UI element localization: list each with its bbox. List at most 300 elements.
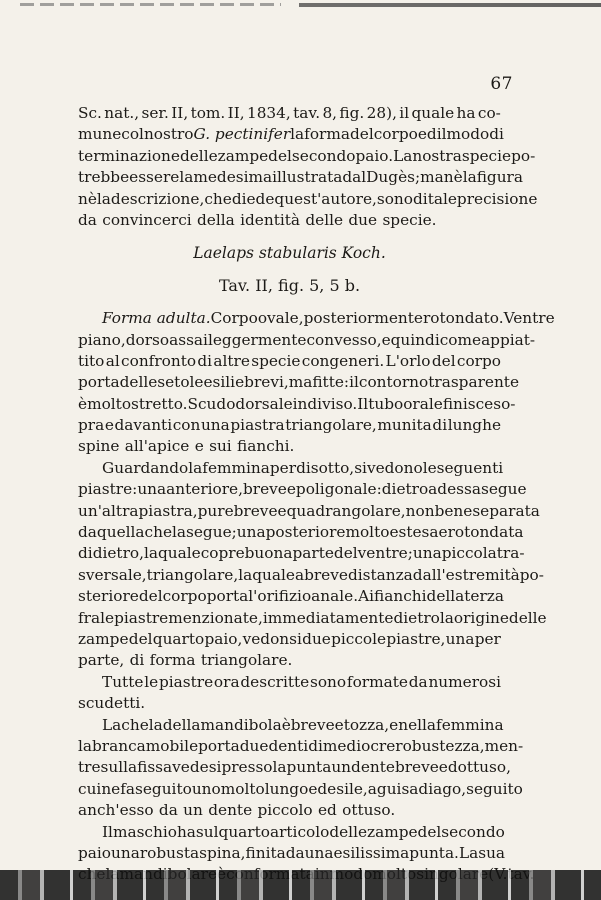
word: zampe bbox=[367, 822, 418, 841]
word: breve bbox=[304, 565, 348, 584]
word: le bbox=[144, 672, 159, 691]
word: anale. bbox=[311, 587, 359, 606]
text-line bbox=[78, 210, 501, 231]
word: ha bbox=[176, 822, 196, 841]
word: le bbox=[422, 458, 437, 477]
word: due bbox=[239, 736, 269, 755]
word: quindi bbox=[390, 330, 440, 349]
word: dorso bbox=[125, 330, 170, 349]
word: e bbox=[389, 715, 399, 734]
word: e bbox=[277, 501, 287, 520]
word: mobile bbox=[145, 736, 199, 755]
word: il bbox=[349, 373, 359, 392]
word: triangolare, bbox=[285, 416, 377, 435]
text-line bbox=[78, 167, 523, 188]
top-scan-edge bbox=[20, 3, 601, 7]
word: l'orifizio bbox=[248, 587, 312, 606]
text-line bbox=[78, 586, 504, 607]
word: spina, bbox=[199, 843, 246, 862]
word: bene bbox=[434, 501, 473, 520]
word: si bbox=[354, 458, 367, 477]
word: un'altra bbox=[78, 501, 139, 520]
word: II, bbox=[171, 104, 189, 122]
word: paio, bbox=[204, 629, 243, 648]
text-line bbox=[78, 351, 501, 372]
word: po- bbox=[519, 565, 544, 584]
word: Guardando bbox=[102, 458, 189, 477]
word: Dugès bbox=[366, 168, 415, 187]
bottom-scan-edge bbox=[0, 870, 601, 900]
word: piastra bbox=[230, 416, 285, 435]
word: altre bbox=[213, 351, 250, 370]
word: per bbox=[474, 629, 501, 648]
word: ; bbox=[414, 168, 421, 187]
word: la bbox=[188, 458, 203, 477]
word: essere bbox=[129, 168, 180, 187]
word: menzionate, bbox=[168, 608, 263, 627]
word: estesa bbox=[389, 523, 439, 542]
text-line bbox=[78, 415, 501, 436]
word: dietro bbox=[381, 480, 429, 499]
word: femmina bbox=[202, 458, 270, 477]
word: di bbox=[129, 651, 145, 670]
word: col bbox=[121, 125, 144, 144]
word: due bbox=[302, 629, 331, 648]
plate-reference bbox=[78, 275, 501, 296]
word: tav. bbox=[293, 104, 321, 122]
text-line bbox=[78, 629, 501, 650]
word: un bbox=[331, 758, 352, 777]
word: men- bbox=[484, 736, 524, 755]
text-line bbox=[78, 843, 506, 864]
word: delle bbox=[329, 822, 368, 841]
word: vedonsi bbox=[242, 629, 302, 648]
word: la bbox=[96, 189, 111, 208]
word: Il bbox=[102, 822, 113, 841]
word: tozza, bbox=[343, 715, 390, 734]
word: che bbox=[144, 523, 173, 542]
species-heading-text: Laelaps stabularis Koch. bbox=[193, 244, 386, 263]
word: mediocre bbox=[322, 736, 396, 755]
word: a bbox=[294, 565, 305, 584]
word: femmina bbox=[436, 715, 504, 734]
word: una bbox=[445, 629, 475, 648]
word: separata bbox=[472, 501, 540, 520]
word: tito bbox=[78, 351, 105, 370]
word: distanza bbox=[347, 565, 413, 584]
word: a bbox=[367, 779, 377, 798]
word: piastre: bbox=[78, 480, 138, 499]
word: e bbox=[286, 480, 296, 499]
word: del bbox=[128, 629, 153, 648]
word: sono bbox=[376, 189, 413, 208]
word: sui bbox=[209, 437, 232, 456]
word: chela bbox=[121, 715, 163, 734]
text-line bbox=[78, 650, 501, 671]
word: presso bbox=[221, 758, 273, 777]
word: e bbox=[438, 523, 448, 542]
word: e bbox=[334, 715, 344, 734]
word: fa bbox=[120, 779, 136, 798]
word: piccola bbox=[441, 544, 497, 563]
word: II, bbox=[227, 104, 245, 122]
word: il bbox=[399, 104, 410, 122]
word: e bbox=[194, 437, 204, 456]
text-line bbox=[78, 543, 525, 564]
word: descritte bbox=[240, 672, 310, 691]
word: precisione bbox=[456, 189, 538, 208]
text-line bbox=[78, 479, 527, 500]
word: immediatamente bbox=[262, 608, 394, 627]
word: da bbox=[285, 843, 305, 862]
word: quale bbox=[252, 565, 295, 584]
word: specie bbox=[251, 351, 301, 370]
word: quarto bbox=[218, 822, 270, 841]
text-line bbox=[78, 436, 501, 457]
word: un bbox=[183, 801, 203, 820]
word: del bbox=[431, 351, 456, 370]
word: ago, bbox=[433, 779, 467, 798]
word: Scudo bbox=[187, 394, 236, 413]
word: ser. bbox=[141, 104, 169, 122]
word: una bbox=[111, 843, 140, 862]
word: la bbox=[172, 523, 187, 542]
species-heading bbox=[78, 243, 501, 264]
text-line bbox=[78, 501, 540, 522]
word: illustrata bbox=[272, 168, 343, 187]
word: il bbox=[436, 125, 447, 144]
word: 8, bbox=[322, 104, 338, 122]
word: ed bbox=[417, 125, 437, 144]
word: origine bbox=[453, 608, 509, 627]
word: fianchi bbox=[374, 587, 427, 606]
word: specie bbox=[461, 146, 512, 165]
word: breve bbox=[242, 480, 287, 499]
word: rotondato. bbox=[422, 309, 504, 328]
text-line bbox=[78, 608, 547, 629]
word: parte, bbox=[78, 651, 125, 670]
word: sulla bbox=[100, 758, 138, 777]
word: ventre; bbox=[357, 544, 413, 563]
word: ed bbox=[308, 779, 328, 798]
word: ad bbox=[428, 480, 448, 499]
word: molto bbox=[220, 779, 265, 798]
word: dietro bbox=[393, 608, 440, 627]
word: congeneri. bbox=[301, 351, 385, 370]
word: con bbox=[172, 416, 201, 435]
word: Forma adulta. bbox=[102, 309, 211, 328]
word: piastre, bbox=[386, 629, 446, 648]
word: di bbox=[308, 736, 323, 755]
text-line bbox=[78, 757, 511, 778]
word: per bbox=[269, 458, 297, 477]
word: Corpo bbox=[210, 309, 258, 328]
word: anteriore, bbox=[166, 480, 243, 499]
word: specie. bbox=[382, 210, 437, 229]
word: identità bbox=[240, 210, 301, 229]
word: molto bbox=[87, 394, 132, 413]
word: esili bbox=[203, 373, 236, 392]
text-line bbox=[78, 394, 516, 415]
word: posteriore bbox=[265, 523, 346, 542]
word: da bbox=[408, 672, 428, 691]
word: da bbox=[78, 210, 97, 229]
word: da bbox=[158, 801, 178, 820]
text-line bbox=[78, 779, 523, 800]
word: assai bbox=[169, 330, 208, 349]
word: la bbox=[143, 544, 158, 563]
word: quarto bbox=[152, 629, 205, 648]
word: la bbox=[290, 125, 305, 144]
word: tubo bbox=[368, 394, 404, 413]
word: L'orlo bbox=[385, 351, 431, 370]
word: sul bbox=[195, 822, 219, 841]
word: formate bbox=[346, 672, 408, 691]
word: la bbox=[238, 565, 253, 584]
word: esile, bbox=[327, 779, 368, 798]
word: disotto, bbox=[296, 458, 355, 477]
text-line bbox=[78, 800, 501, 821]
text-line bbox=[78, 693, 501, 714]
word: La bbox=[458, 843, 479, 862]
word: dente bbox=[208, 801, 253, 820]
word: Tutte bbox=[102, 672, 144, 691]
word: corpo bbox=[162, 587, 207, 606]
word: piastra, bbox=[138, 501, 198, 520]
word: brevi, bbox=[244, 373, 289, 392]
word: del bbox=[268, 146, 292, 165]
word: la bbox=[272, 758, 287, 777]
word: una bbox=[412, 544, 442, 563]
word: paio. bbox=[355, 146, 394, 165]
word: zampe bbox=[217, 146, 269, 165]
word: fig. bbox=[339, 104, 365, 122]
word: steriore bbox=[78, 587, 139, 606]
word: ha bbox=[456, 104, 476, 122]
word: dall'estremità bbox=[412, 565, 520, 584]
word: una bbox=[304, 843, 334, 862]
word: non bbox=[405, 501, 435, 520]
word: di bbox=[432, 416, 448, 435]
word: nat., bbox=[104, 104, 140, 122]
word: nè bbox=[443, 168, 463, 187]
word: scudetti. bbox=[78, 694, 146, 713]
word: contorno bbox=[358, 373, 429, 392]
word: come bbox=[439, 330, 482, 349]
word: finita bbox=[245, 843, 286, 862]
word: piccolo bbox=[257, 801, 313, 820]
word: e bbox=[104, 416, 114, 435]
word: del bbox=[333, 544, 358, 563]
page-number: 67 bbox=[490, 74, 513, 94]
word: la bbox=[462, 168, 477, 187]
word: secondo bbox=[441, 822, 505, 841]
intro-paragraph bbox=[78, 103, 538, 231]
word: po- bbox=[511, 146, 536, 165]
text-line bbox=[78, 189, 538, 210]
word: una bbox=[236, 523, 266, 542]
word: ne bbox=[101, 779, 121, 798]
word: pra bbox=[78, 416, 105, 435]
word: due bbox=[348, 210, 378, 229]
word: buona bbox=[244, 544, 293, 563]
word: ed bbox=[438, 758, 458, 777]
word: denti bbox=[268, 736, 309, 755]
word: modo bbox=[446, 125, 490, 144]
word: al bbox=[105, 351, 120, 370]
word: dente bbox=[351, 758, 395, 777]
text-line bbox=[78, 308, 555, 329]
word: vedono bbox=[366, 458, 423, 477]
word: ma bbox=[420, 168, 444, 187]
word: fianchi. bbox=[237, 437, 295, 456]
word: di bbox=[78, 544, 93, 563]
word: breve bbox=[394, 758, 439, 777]
word: fissa bbox=[137, 758, 173, 777]
word: di bbox=[197, 351, 213, 370]
word: so- bbox=[493, 394, 516, 413]
word: seguito bbox=[466, 779, 523, 798]
word: sua bbox=[478, 843, 506, 862]
word: una bbox=[137, 480, 167, 499]
word: delle bbox=[305, 210, 344, 229]
word: mandibola bbox=[200, 715, 282, 734]
word: ottuso. bbox=[342, 801, 396, 820]
text-line bbox=[78, 715, 504, 736]
text-line bbox=[78, 522, 524, 543]
word: setole bbox=[157, 373, 204, 392]
word: quadrangolare, bbox=[286, 501, 406, 520]
word: breve bbox=[233, 501, 278, 520]
word: trebbe bbox=[78, 168, 130, 187]
word: della bbox=[162, 715, 201, 734]
word: numerosi bbox=[428, 672, 501, 691]
word: terza bbox=[464, 587, 504, 606]
text-line bbox=[78, 330, 536, 351]
word: davanti bbox=[114, 416, 173, 435]
word: appiat- bbox=[481, 330, 536, 349]
word: forma bbox=[149, 651, 196, 670]
word: porta bbox=[206, 587, 249, 606]
word: quale bbox=[411, 104, 455, 122]
word: di bbox=[418, 779, 434, 798]
word: quella bbox=[96, 523, 145, 542]
word: spine bbox=[78, 437, 120, 456]
word: triangolare. bbox=[200, 651, 293, 670]
word: guisa bbox=[376, 779, 419, 798]
word: Il bbox=[357, 394, 369, 413]
word: è bbox=[281, 715, 291, 734]
word: piastre bbox=[158, 672, 214, 691]
word: del bbox=[349, 125, 374, 144]
word: porta bbox=[198, 736, 240, 755]
word: zampe bbox=[78, 629, 129, 648]
word: fitte: bbox=[312, 373, 350, 392]
word: uno bbox=[191, 779, 221, 798]
text-line bbox=[78, 565, 544, 586]
word: La bbox=[102, 715, 122, 734]
word: convesso, bbox=[306, 330, 382, 349]
word: Ai bbox=[358, 587, 375, 606]
word: quale bbox=[157, 544, 201, 563]
word: co- bbox=[477, 104, 501, 122]
word: stretto. bbox=[131, 394, 188, 413]
word: robustezza, bbox=[395, 736, 485, 755]
word: diede bbox=[231, 189, 275, 208]
word: ma bbox=[288, 373, 313, 392]
word: parte bbox=[292, 544, 334, 563]
word: nella bbox=[398, 715, 437, 734]
word: sono bbox=[310, 672, 347, 691]
word: all'apice bbox=[124, 437, 190, 456]
text-line bbox=[78, 458, 504, 479]
text-line bbox=[78, 124, 504, 145]
word: breve bbox=[290, 715, 335, 734]
word: lungo bbox=[264, 779, 309, 798]
word: punta bbox=[286, 758, 332, 777]
word: munita bbox=[377, 416, 432, 435]
word: articolo bbox=[269, 822, 330, 841]
word: 1834, bbox=[246, 104, 291, 122]
word: anch'esso bbox=[78, 801, 154, 820]
word: cui bbox=[78, 779, 102, 798]
word: segue; bbox=[186, 523, 237, 542]
word: forma bbox=[304, 125, 350, 144]
word: convincerci bbox=[102, 210, 192, 229]
word: poligonale: bbox=[295, 480, 382, 499]
word: seguenti bbox=[436, 458, 504, 477]
word: figura bbox=[476, 168, 523, 187]
word: quest'autore, bbox=[274, 189, 377, 208]
word: leggermente bbox=[207, 330, 307, 349]
description-body bbox=[78, 308, 555, 886]
word: porta bbox=[78, 373, 120, 392]
text-line bbox=[78, 822, 505, 843]
word: tre bbox=[78, 758, 101, 777]
word: terminazione bbox=[78, 146, 180, 165]
word: sversale, bbox=[78, 565, 147, 584]
word: una bbox=[200, 416, 230, 435]
word: paio bbox=[78, 843, 112, 862]
word: finisce bbox=[442, 394, 494, 413]
word: punta. bbox=[409, 843, 459, 862]
word: che bbox=[204, 189, 232, 208]
word: posteriormente bbox=[303, 309, 423, 328]
word: del bbox=[417, 822, 442, 841]
word: segue bbox=[480, 480, 527, 499]
word: delle bbox=[119, 373, 158, 392]
word: la bbox=[439, 608, 454, 627]
word: la bbox=[179, 168, 194, 187]
word: seguito bbox=[135, 779, 192, 798]
word: molto bbox=[345, 523, 390, 542]
word: le bbox=[100, 608, 115, 627]
word: di bbox=[413, 189, 428, 208]
word: tale bbox=[427, 189, 457, 208]
word: nostra bbox=[412, 146, 462, 165]
word: secondo bbox=[291, 146, 356, 165]
word: ottuso, bbox=[457, 758, 511, 777]
word: dietro, bbox=[92, 544, 144, 563]
word: rotondata bbox=[447, 523, 524, 542]
word: piastre bbox=[114, 608, 169, 627]
word: corpo bbox=[456, 351, 501, 370]
text-block bbox=[78, 103, 555, 886]
word: da bbox=[78, 523, 97, 542]
word: confronto bbox=[121, 351, 197, 370]
word: delle bbox=[179, 146, 218, 165]
text-line bbox=[78, 372, 519, 393]
